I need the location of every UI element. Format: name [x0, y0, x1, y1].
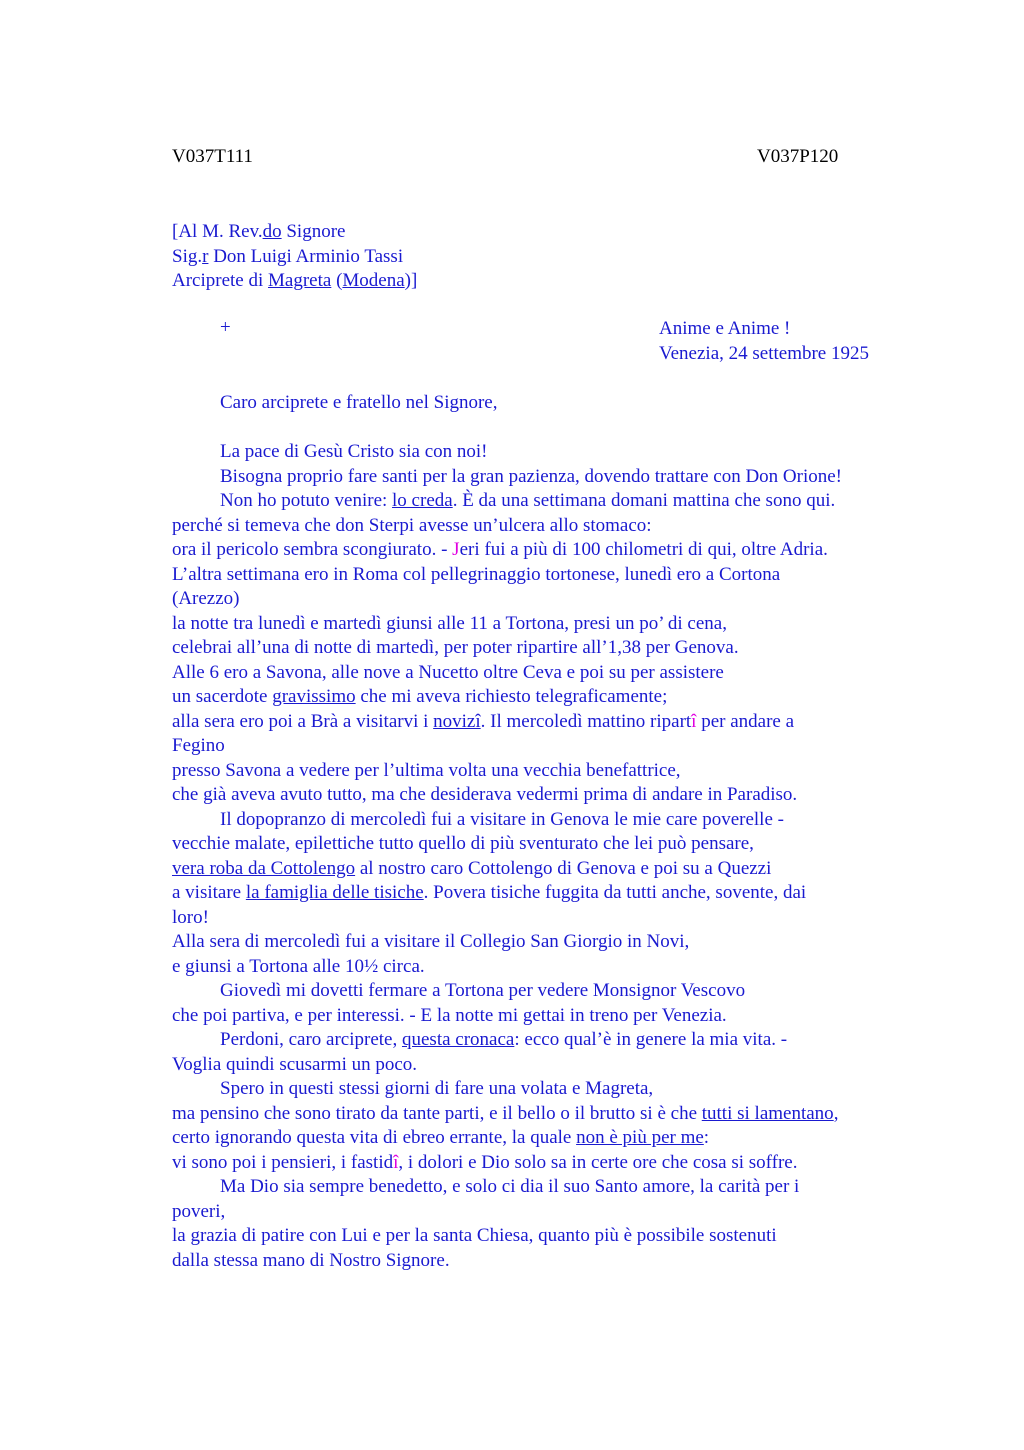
line-text: la notte tra lunedì e martedì giunsi alle 11 a Tortona, presi un po’ di cena,: [172, 612, 727, 634]
line-text: loro!: [172, 906, 209, 928]
underlined-text: novizî: [433, 710, 481, 732]
line-text: vecchie malate, epilettiche tutto quello di più sventurato che lei può pensare,: [172, 833, 754, 854]
letter-line: [172, 1053, 912, 1078]
line-text: î: [691, 710, 697, 732]
line-text: presso Savona a vedere per l’ultima volta una vecchia benefattrice,: [172, 759, 681, 781]
document-code-left: V037T111: [172, 146, 253, 167]
cross-mark: +: [220, 317, 231, 338]
line-text: vi sono poi i pensieri, i fastid: [172, 1151, 394, 1173]
letter-body: [172, 440, 912, 1273]
letter-line: [172, 1102, 912, 1127]
line-text: alla sera ero poi a Brà a visitarvi i: [172, 710, 434, 732]
letter-line: [172, 563, 912, 588]
letter-line: [172, 1151, 912, 1176]
line-text: dalla stessa mano di Nostro Signore.: [172, 1249, 450, 1271]
line-text: celebrai all’una di notte di martedì, per poter ripartire all’1,38 per Genova.: [172, 637, 739, 658]
line-text: un sacerdote: [172, 686, 273, 707]
date-block: [659, 317, 869, 366]
letter-line: [172, 808, 912, 833]
letter-line: [172, 587, 912, 612]
underlined-text: lo creda: [392, 490, 453, 511]
line-text: Non ho potuto venire:: [220, 490, 393, 511]
letter-line: [172, 1175, 912, 1200]
underlined-text: tutti si lamentano: [701, 1102, 834, 1124]
underlined-text: questa cronaca: [402, 1029, 515, 1050]
address-line-3: Arciprete di Magreta (Modena)]: [172, 270, 418, 291]
letter-line: [172, 538, 912, 563]
line-text: Il dopopranzo di mercoledì fui a visitare in Genova le mie care poverelle -: [220, 808, 784, 830]
line-text: Alle 6 ero a Savona, alle nove a Nucetto oltre Ceva e poi su per assistere: [172, 661, 724, 683]
motto: Anime e Anime !: [659, 318, 791, 339]
line-text: a visitare: [172, 882, 246, 903]
letter-line: [172, 783, 912, 808]
line-text: î: [393, 1151, 399, 1173]
letter-line: [172, 832, 912, 857]
address-line-2: Sig.r Don Luigi Arminio Tassi: [172, 245, 404, 267]
letter-line: [172, 734, 912, 759]
salutation: Caro arciprete e fratello nel Signore,: [220, 392, 498, 413]
letter-line: [172, 906, 912, 931]
line-text: Bisogna proprio fare santi per la gran pazienza, dovendo trattare con Don Orione!: [220, 465, 843, 487]
letter-line: [172, 1028, 912, 1053]
line-text: Giovedì mi dovetti fermare a Tortona per vedere Monsignor Vescovo: [220, 980, 746, 1001]
letter-line: [172, 710, 912, 735]
line-text: J: [452, 539, 460, 560]
letter-line: [172, 1004, 912, 1029]
letter-line: [172, 685, 912, 710]
underlined-text: la famiglia delle tisiche: [245, 882, 424, 903]
line-text: , i dolori e Dio solo sa in certe ore che cosa si soffre.: [398, 1151, 798, 1173]
line-text: eri fui a più di 100 chilometri di qui, oltre Adria.: [459, 539, 828, 560]
letter-line: [172, 489, 912, 514]
line-text: ora il pericolo sembra scongiurato. -: [172, 539, 453, 560]
underlined-text: non è più per me: [576, 1127, 704, 1148]
letter-line: [172, 1077, 912, 1102]
letter-line: [172, 955, 912, 980]
line-text: Ma Dio sia sempre benedetto, e solo ci dia il suo Santo amore, la carità per i: [220, 1176, 800, 1197]
line-text: (Arezzo): [172, 588, 240, 609]
line-text: ,: [833, 1102, 839, 1124]
line-text: Spero in questi stessi giorni di fare una volata e Magreta,: [220, 1078, 654, 1099]
line-text: La pace di Gesù Cristo sia con noi!: [220, 441, 488, 462]
line-text: certo ignorando questa vita di ebreo errante, la quale: [172, 1127, 577, 1148]
line-text: Perdoni, caro arciprete,: [220, 1029, 402, 1050]
letter-line: [172, 1249, 912, 1274]
line-text: : ecco qual’è in genere la mia vita. -: [514, 1029, 788, 1050]
line-text: per andare a: [696, 710, 795, 732]
letter-line: [172, 661, 912, 686]
line-text: al nostro caro Cottolengo di Genova e poi su a Quezzi: [355, 857, 772, 879]
letter-line: [172, 857, 912, 882]
line-text: L’altra settimana ero in Roma col pellegrinaggio tortonese, lunedì ero a Cortona: [172, 563, 781, 585]
underlined-text: vera roba da Cottolengo: [172, 857, 356, 879]
line-text: ma pensino che sono tirato da tante parti, e il bello o il brutto si è che: [172, 1102, 702, 1124]
line-text: poveri,: [172, 1200, 226, 1222]
dateline: Venezia, 24 settembre 1925: [659, 342, 869, 364]
line-text: . Il mercoledì mattino ripart: [480, 710, 692, 732]
line-text: che poi partiva, e per interessi. - E la notte mi gettai in treno per Venezia.: [172, 1004, 727, 1026]
line-text: Fegino: [172, 735, 225, 756]
letter-line: [172, 1200, 912, 1225]
line-text: Alla sera di mercoledì fui a visitare il Collegio San Giorgio in Novi,: [172, 931, 690, 952]
letter-line: [172, 759, 912, 784]
letter-line: [172, 1126, 912, 1151]
line-text: . Povera tisiche fuggita da tutti anche, sovente, dai: [423, 882, 807, 903]
line-text: e giunsi a Tortona alle 10½ circa.: [172, 955, 425, 977]
underlined-text: gravissimo: [272, 686, 356, 707]
letter-line: [172, 881, 912, 906]
letter-line: [172, 440, 912, 465]
document-code-right: V037P120: [757, 146, 839, 167]
line-text: che mi aveva richiesto telegraficamente;: [355, 686, 668, 707]
letter-line: [172, 514, 912, 539]
letter-line: [172, 465, 912, 490]
letter-line: [172, 930, 912, 955]
letter-line: [172, 612, 912, 637]
address-line-1: [Al M. Rev.do Signore: [172, 221, 346, 242]
line-text: la grazia di patire con Lui e per la santa Chiesa, quanto più è possibile sostenuti: [172, 1225, 777, 1246]
line-text: Voglia quindi scusarmi un poco.: [172, 1053, 418, 1075]
address-block: [172, 220, 417, 294]
line-text: perché si temeva che don Sterpi avesse un’ulcera allo stomaco:: [172, 514, 652, 536]
letter-line: [172, 1224, 912, 1249]
letter-line: [172, 979, 912, 1004]
line-text: che già aveva avuto tutto, ma che desiderava vedermi prima di andare in Paradiso.: [172, 784, 798, 805]
line-text: . È da una settimana domani mattina che sono qui.: [452, 490, 836, 511]
letter-line: [172, 636, 912, 661]
line-text: :: [703, 1127, 710, 1148]
